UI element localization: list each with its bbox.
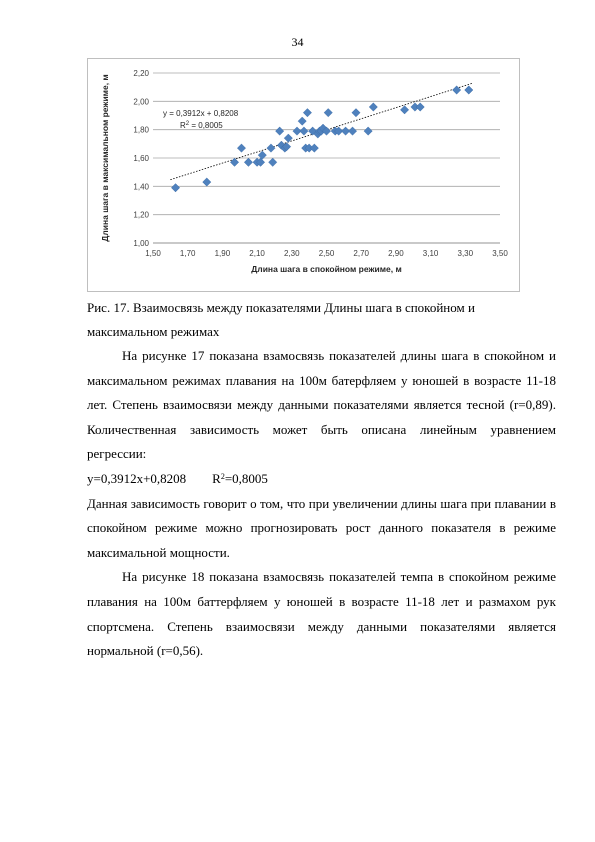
data-point <box>244 158 252 166</box>
data-point <box>303 108 311 116</box>
y-tick-label: 1,20 <box>133 210 149 220</box>
figure-caption <box>87 296 557 344</box>
caption-line-1: Рис. 17. Взаимосвязь между показателями Длины шага в спокойном и <box>87 300 475 315</box>
x-tick-label: 1,90 <box>214 249 231 258</box>
paragraph-2: Данная зависимость говорит о том, что при увеличении длины шага при плавании в спокойном режиме можно прогнозировать рост данного показателя в режиме максимальной мощности. <box>87 495 556 560</box>
body-text <box>87 344 556 664</box>
y-tick-label: 2,20 <box>133 69 149 78</box>
x-tick-label: 2,90 <box>388 249 404 258</box>
page-number: 34 <box>291 35 304 49</box>
data-point <box>230 158 238 166</box>
data-point <box>364 127 372 135</box>
data-point <box>352 108 360 116</box>
x-axis-title: Длина шага в спокойном режиме, м <box>251 264 402 274</box>
data-point <box>369 103 377 111</box>
scatter-chart <box>87 58 520 292</box>
regression-equation <box>87 467 556 492</box>
data-point <box>275 127 283 135</box>
data-point <box>324 108 332 116</box>
x-tick-label: 1,70 <box>179 249 196 258</box>
equation-tail: =0,8005 <box>224 470 268 486</box>
y-axis-title: Длина шага в максимальном режиме, м <box>100 74 110 242</box>
x-tick-label: 3,10 <box>422 249 439 258</box>
y-tick-label: 2,00 <box>133 97 149 107</box>
paragraph-1: На рисунке 17 показана взамосвязь показателей длины шага в спокойном и максимальном режимах плавания на 100м батерфляем у юношей в возрасте 11-18 лет. Степень взаимосвязи между данными показателями является тесной (r=0,89). Количественная зависимость может быть описана линейным уравнением регрессии: <box>87 348 556 462</box>
r-squared-superscript: 2 <box>185 121 190 127</box>
x-tick-label: 3,30 <box>457 249 474 258</box>
data-point <box>300 127 308 135</box>
y-tick-label: 1,60 <box>133 154 149 163</box>
equation-superscript: 2 <box>220 471 225 481</box>
data-point <box>171 184 179 192</box>
x-tick-label: 1,50 <box>145 249 161 258</box>
equation-label: y = 0,3912x + 0,8208 <box>163 109 239 118</box>
equation-main: y=0,3912x+0,8208 R <box>87 470 221 486</box>
x-tick-label: 3,50 <box>492 249 508 258</box>
data-point <box>465 86 473 94</box>
data-point <box>267 144 275 152</box>
paragraph-3: На рисунке 18 показана взамосвязь показателей темпа в спокойном режиме плавания на 100м баттерфляем у юношей в возрасте 11-18 лет и размахом рук спортсмена. Степень взаимосвязи между данными показателями является нормальной (r=0,56). <box>87 569 556 659</box>
y-tick-label: 1,00 <box>133 239 149 248</box>
x-tick-label: 2,70 <box>353 249 369 258</box>
x-tick-label: 2,50 <box>318 249 335 258</box>
data-point <box>416 103 424 111</box>
data-point <box>203 178 211 186</box>
data-point <box>298 117 306 125</box>
data-point <box>400 106 408 114</box>
data-point <box>310 144 318 152</box>
y-tick-label: 1,40 <box>133 182 149 192</box>
x-tick-label: 2,10 <box>249 249 265 258</box>
data-point <box>348 127 356 135</box>
data-point <box>269 158 277 166</box>
caption-line-2: максимальном режимах <box>87 324 220 339</box>
data-point <box>237 144 245 152</box>
y-tick-label: 1,80 <box>133 125 149 135</box>
chart-canvas <box>88 59 519 291</box>
r-squared-value: = 0,8005 <box>189 121 223 130</box>
x-tick-label: 2,30 <box>284 249 300 258</box>
r-squared-label: $R^2 = 0,8005$ <box>180 121 223 130</box>
